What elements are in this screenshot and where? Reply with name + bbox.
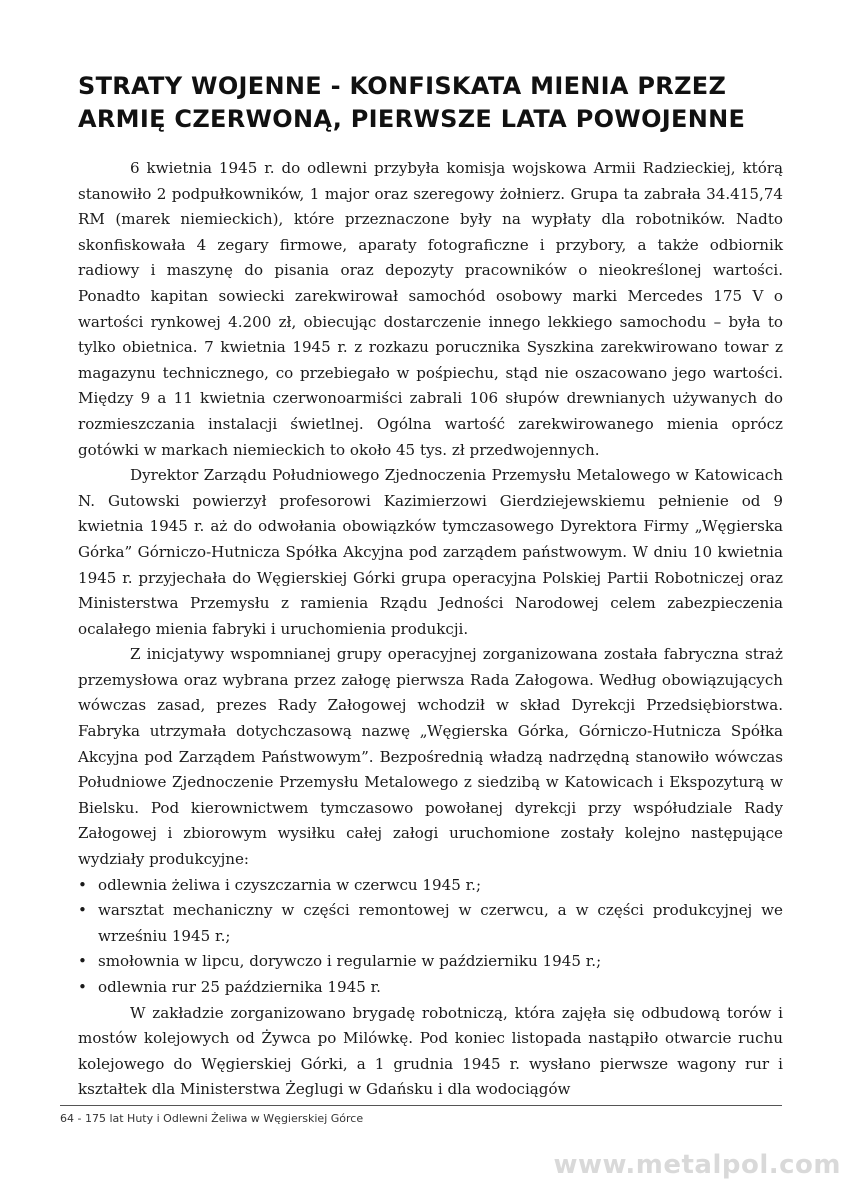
- bullet-marker: •: [78, 875, 87, 894]
- section-heading-line-1: STRATY WOJENNE - KONFISKATA MIENIA PRZEZ: [78, 72, 727, 100]
- watermark: www.metalpol.com: [553, 1150, 841, 1180]
- list-item: [78, 873, 783, 899]
- list-item: [78, 975, 783, 1001]
- footer-divider: [60, 1105, 782, 1106]
- paragraph-1: 6 kwietnia 1945 r. do odlewni przybyła komisja wojskowa Armii Radzieckiej, którą stanowiło 2 podpułkowników, 1 major oraz szeregowy żołnierz. Grupa ta zabrała 34.415,74 RM (marek niemieckich), które przeznaczone były na wypłaty dla robotników. Nadto skonfiskowała 4 zegary firmowe, aparaty fotograficzne i przybory, a także odbiornik radiowy i maszynę do pisania oraz depozyty pracowników o nieokreślonej wartości. Ponadto kapitan sowiecki zarekwirował samochód osobowy marki Mercedes 175 V o wartości rynkowej 4.200 zł, obiecując dostarczenie innego lekkiego samochodu – była to tylko obietnica. 7 kwietnia 1945 r. z rozkazu porucznika Syszkina zarekwirowano towar z magazynu technicznego, co przebiegało w pośpiechu, stąd nie oszacowano jego wartości. Między 9 a 11 kwietnia czerwonoarmiści zabrali 106 słupów drewnianych używanych do rozmieszczania instalacji świetlnej. Ogólna wartość zarekwirowanego mienia oprócz gotówki w markach niemieckich to około 45 tys. zł przedwojennych.: [78, 159, 783, 459]
- paragraph-3: Z inicjatywy wspomnianej grupy operacyjnej zorganizowana została fabryczna straż przemysłowa oraz wybrana przez załogę pierwsza Rada Załogowa. Według obowiązujących wówczas zasad, prezes Rady Załogowej wchodził w skład Dyrekcji Przedsiębiorstwa. Fabryka utrzymała dotychczasową nazwę „Węgierska Górka, Górniczo-Hutnicza Spółka Akcyjna pod Zarządem Państwowym”. Bezpośrednią władzą nadrzędną stanowiło wówczas Południowe Zjednoczenie Przemysłu Metalowego z siedzibą w Katowicach i Ekspozyturą w Bielsku. Pod kierownictwem tymczasowo powołanej dyrekcji przy współudziale Rady Załogowej i zbiorowym wysiłku całej załogi uruchomione zostały kolejno następujące wydziały produkcyjne:: [78, 645, 783, 869]
- list-item-text: odlewnia rur 25 października 1945 r.: [98, 978, 381, 996]
- list-item: [78, 949, 783, 975]
- list-item-text: odlewnia żeliwa i czyszczarnia w czerwcu 1945 r.;: [98, 875, 482, 894]
- section-heading: [78, 70, 783, 136]
- section-heading-line-2: ARMIĘ CZERWONĄ, PIERWSZE LATA POWOJENNE: [78, 105, 746, 133]
- paragraph-4: W zakładzie zorganizowano brygadę robotniczą, która zajęła się odbudową torów i mostów kolejowych od Żywca po Milówkę. Pod koniec listopada nastąpiło otwarcie ruchu kolejowego do Węgierskiej Górki, a 1 grudnia 1945 r. wysłano pierwsze wagony rur i kształtek dla Ministerstwa Żeglugi w Gdańsku i dla wodociągów: [78, 1003, 783, 1099]
- bullet-marker: •: [78, 901, 87, 920]
- page-footer: 64 - 175 lat Huty i Odlewni Żeliwa w Węgierskiej Górce: [60, 1112, 364, 1125]
- list-item: [78, 898, 783, 949]
- list-item-text: smołownia w lipcu, dorywczo i regularnie w październiku 1945 r.;: [98, 952, 602, 971]
- bullet-marker: •: [78, 952, 87, 971]
- list-item-text: warsztat mechaniczny w części remontowej w czerwcu, a w części produkcyjnej we wrześniu 1945 r.;: [98, 901, 783, 945]
- body-text: [78, 156, 783, 1103]
- paragraph-2: Dyrektor Zarządu Południowego Zjednoczenia Przemysłu Metalowego w Katowicach N. Gutowski powierzył profesorowi Kazimierzowi Gierdziejewskiemu pełnienie od 9 kwietnia 1945 r. aż do odwołania obowiązków tymczasowego Dyrektora Firmy „Węgierska Górka” Górniczo-Hutnicza Spółka Akcyjna pod zarządem państwowym. W dniu 10 kwietnia 1945 r. przyjechała do Węgierskiej Górki grupa operacyjna Polskiej Partii Robotniczej oraz Ministerstwa Przemysłu z ramienia Rządu Jedności Narodowej celem zabezpieczenia ocalałego mienia fabryki i uruchomienia produkcji.: [78, 466, 783, 638]
- production-departments-list: [78, 873, 783, 1001]
- document-page: [78, 70, 783, 1103]
- bullet-marker: •: [78, 978, 87, 996]
